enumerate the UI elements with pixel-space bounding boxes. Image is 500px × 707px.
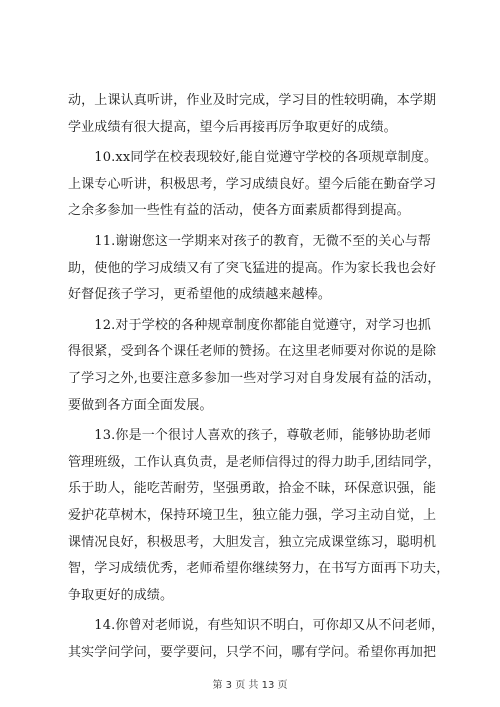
text-line: 学业成绩有很大提高，望今后再接再厉争取更好的成绩。	[68, 119, 397, 135]
text-line: 之余多参加一些性有益的活动，使各方面素质都得到提高。	[68, 203, 410, 219]
text-line: 14.你曾对老师说，有些知识不明白，可你却又从不问老师，	[68, 618, 445, 634]
paragraph-p12	[68, 313, 441, 419]
text-line: 课情况良好，积极思考，大胆发言，独立完成课堂练习，聪明机	[68, 534, 437, 550]
text-line: 11.谢谢您这一学期来对孩子的教育，无微不至的关心与帮	[68, 233, 432, 249]
paragraph-p10	[68, 145, 438, 225]
text-line: 争取更好的成绩。	[68, 587, 174, 603]
text-line: 其实学问学问，要学要问，只学不问，哪有学问。希望你再加把	[68, 644, 437, 660]
text-line: 了学习之外,也要注意多参加一些对学习对自身发展有益的活动，	[68, 370, 441, 386]
document-body	[68, 88, 450, 666]
text-line: 13.你是一个很讨人喜欢的孩子，尊敬老师，能够协助老师	[68, 428, 432, 444]
text-line: 12.对于学校的各种规章制度你都能自觉遵守，对学习也抓	[68, 317, 432, 333]
page-footer: 第 3 页 共 13 页	[212, 680, 288, 691]
text-line: 动，上课认真听讲，作业及时完成，学习目的性较明确，本学期	[68, 93, 437, 108]
paragraph-p14	[68, 613, 445, 666]
paragraph-p9	[68, 88, 438, 141]
text-line: 10.xx同学在校表现较好,能自觉遵守学校的各项规章制度。	[68, 150, 438, 166]
text-line: 要做到各方面全面发展。	[68, 397, 213, 413]
text-line: 乐于助人，能吃苦耐劳，坚强勇敢，拾金不昧，环保意识强，能	[68, 481, 437, 497]
text-line: 管理班级，工作认真负责，是老师信得过的得力助手,团结同学，	[68, 454, 441, 470]
paragraph-p13	[68, 423, 450, 609]
text-line: 得很紧，受到各个课任老师的赞扬。在这里老师要对你说的是除	[68, 344, 437, 360]
paragraph-p11	[68, 229, 438, 309]
text-line: 好督促孩子学习，更希望他的成绩越来越棒。	[68, 287, 332, 303]
text-line: 智，学习成绩优秀，老师希望你继续努力，在书写方面再下功夫，	[68, 561, 450, 577]
text-line: 爱护花草树木，保持环境卫生，独立能力强，学习主动自觉，上	[68, 507, 437, 523]
text-line: 上课专心听讲，积极思考，学习成绩良好。望今后能在勤奋学习	[68, 176, 437, 192]
text-line: 助，使他的学习成绩又有了突飞猛进的提高。作为家长我也会好	[68, 260, 437, 276]
